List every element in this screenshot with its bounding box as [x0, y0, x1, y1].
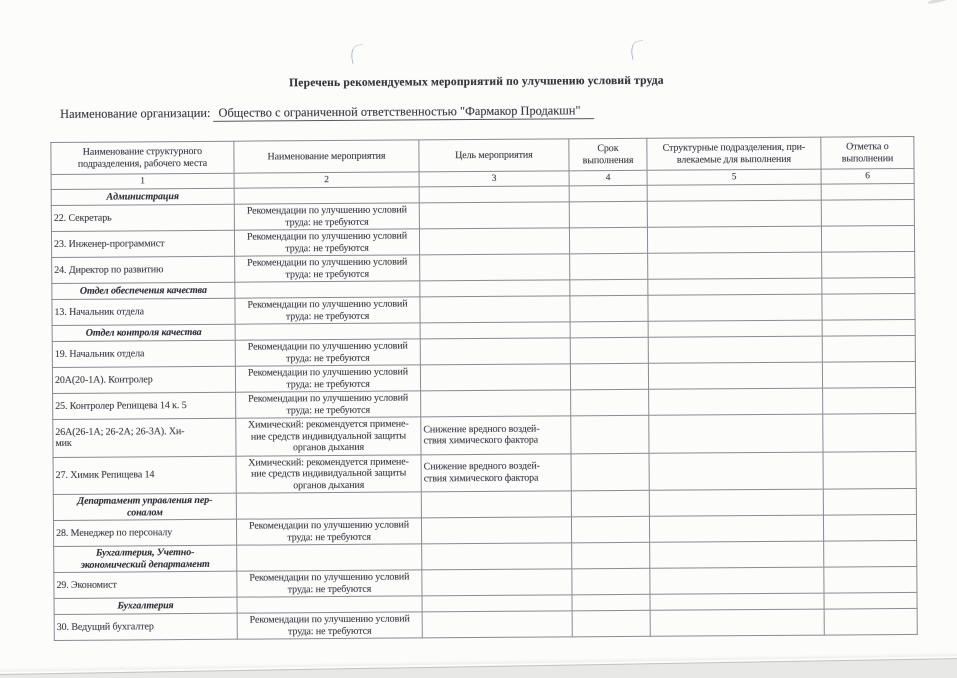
cell-involved	[647, 226, 821, 253]
column-header-goal: Цель мероприятия	[419, 139, 569, 172]
cell-department: 27. Химик Репищева 14	[53, 456, 236, 495]
cell-goal	[419, 202, 569, 229]
cell-measure: Рекомендации по улучшению условий труда: не требуются	[235, 339, 420, 366]
cell-department: 24. Директор по развитию	[52, 256, 235, 283]
cell-mark	[822, 277, 915, 294]
cell-term	[571, 415, 649, 453]
cell-term	[571, 389, 649, 416]
organization-label: Наименование организации:	[60, 105, 211, 121]
column-number-2: 2	[234, 172, 419, 188]
cell-involved	[650, 609, 824, 636]
cell-department: Бухгалтерия	[54, 597, 237, 614]
cell-goal: Снижение вредного воздей- ствия химического фактора	[421, 453, 571, 492]
cell-measure	[235, 323, 420, 340]
cell-goal	[419, 228, 569, 255]
cell-goal	[420, 280, 570, 297]
cell-goal	[420, 254, 570, 281]
document-title: Перечень рекомендуемых мероприятий по улучшению условий труда	[289, 73, 664, 90]
cell-goal	[421, 390, 571, 417]
cell-mark	[823, 488, 916, 515]
cell-mark	[823, 387, 916, 414]
column-header-involved: Структурные подразделения, при- влекаемые для выполнения	[647, 137, 821, 170]
cell-measure: Рекомендации по улучшению условий труда: не требуются	[234, 203, 419, 230]
cell-term	[569, 227, 647, 254]
cell-mark	[823, 514, 916, 541]
table-row	[53, 451, 916, 495]
organization-line	[60, 103, 594, 122]
cell-term	[572, 542, 650, 569]
cell-mark	[821, 183, 914, 200]
cell-involved	[647, 184, 821, 201]
table-row	[54, 608, 917, 640]
cell-term	[570, 253, 648, 280]
cell-department: 23. Инженер-программист	[51, 230, 234, 257]
cell-mark	[823, 413, 916, 451]
scan-smudge	[927, 0, 953, 5]
cell-term	[571, 516, 649, 543]
table-body	[51, 183, 917, 640]
column-header-department: Наименование структурного подразделения, рабочего места	[51, 141, 234, 174]
cell-department: 20А(20-1А). Контролер	[52, 366, 235, 393]
cell-mark	[822, 335, 915, 362]
cell-measure: Рекомендации по улучшению условий труда: не требуются	[235, 255, 420, 282]
cell-goal	[420, 338, 570, 365]
cell-department: 28. Менеджер по персоналу	[53, 519, 236, 546]
cell-measure: Рекомендации по улучшению условий труда: не требуются	[234, 229, 419, 256]
measures-table	[50, 136, 917, 641]
organization-name: Общество с ограниченной ответственностью "Фармакор Продакшн"	[213, 103, 594, 122]
cell-term	[572, 610, 650, 637]
cell-goal	[420, 364, 570, 391]
cell-department: Департамент управления пер- соналом	[53, 493, 236, 520]
cell-department: 30. Ведущий бухгалтер	[54, 613, 237, 640]
cell-measure: Химический: рекомендуется примене- ние средств индивидуальной защиты органов дыхания	[236, 454, 421, 493]
cell-measure	[236, 492, 421, 519]
pen-mark	[349, 44, 366, 64]
cell-measure: Рекомендации по улучшению условий труда: не требуются	[236, 518, 421, 545]
cell-measure: Рекомендации по улучшению условий труда: не требуются	[236, 391, 421, 418]
cell-measure: Химический: рекомендуется примене- ние средств индивидуальной защиты органов дыхания	[236, 417, 421, 456]
cell-measure	[237, 544, 422, 571]
column-number-1: 1	[51, 173, 234, 189]
cell-involved	[649, 414, 823, 453]
cell-measure: Рекомендации по улучшению условий труда: не требуются	[235, 365, 420, 392]
cell-mark	[822, 361, 915, 388]
cell-involved	[648, 320, 822, 337]
cell-mark	[824, 608, 917, 635]
column-number-5: 5	[647, 169, 821, 185]
cell-department: Администрация	[51, 188, 234, 205]
cell-department: Отдел обеспечения качества	[52, 282, 235, 299]
column-number-3: 3	[419, 171, 569, 187]
cell-department: 22. Секретарь	[51, 204, 234, 231]
cell-term	[571, 490, 649, 517]
cell-involved	[650, 567, 824, 594]
table-row	[53, 413, 916, 457]
cell-involved	[648, 252, 822, 279]
cell-mark	[824, 592, 917, 609]
cell-measure	[234, 187, 419, 204]
cell-department: 19. Начальник отдела	[52, 340, 235, 367]
cell-term	[572, 568, 650, 595]
cell-involved	[650, 593, 824, 610]
cell-goal	[421, 491, 571, 518]
column-number-4: 4	[569, 170, 647, 186]
cell-department: 29. Экономист	[54, 571, 237, 598]
cell-department: 26А(26-1А; 26-2А; 26-3А). Хи- мик	[53, 418, 236, 457]
cell-mark	[822, 319, 915, 336]
cell-term	[569, 201, 647, 228]
cell-involved	[648, 278, 822, 295]
cell-involved	[648, 362, 822, 389]
cell-measure: Рекомендации по улучшению условий труда: не требуются	[237, 612, 422, 639]
cell-department: Бухгалтерия, Учетно- экономический департамент	[54, 545, 237, 572]
column-number-6: 6	[821, 168, 914, 184]
column-header-mark: Отметка о выполнении	[821, 136, 914, 169]
cell-goal	[422, 611, 572, 638]
cell-measure	[235, 281, 420, 298]
cell-department: 13. Начальник отдела	[52, 298, 235, 325]
cell-mark	[823, 451, 916, 489]
cell-mark	[824, 566, 917, 593]
cell-involved	[647, 200, 821, 227]
table-header	[51, 136, 914, 189]
cell-involved	[649, 489, 823, 516]
cell-mark	[822, 251, 915, 278]
cell-mark	[821, 199, 914, 226]
cell-involved	[649, 388, 823, 415]
cell-involved	[648, 336, 822, 363]
cell-term	[570, 337, 648, 364]
cell-term	[572, 594, 650, 611]
cell-involved	[648, 294, 822, 321]
cell-term	[569, 185, 647, 202]
cell-measure: Рекомендации по улучшению условий труда: не требуются	[237, 570, 422, 597]
cell-department: 25. Контролер Репищева 14 к. 5	[53, 392, 236, 419]
cell-term	[570, 321, 648, 338]
cell-mark	[821, 225, 914, 252]
pen-mark	[629, 40, 646, 60]
cell-mark	[822, 293, 915, 320]
column-header-measure: Наименование мероприятия	[234, 140, 419, 173]
cell-term	[570, 279, 648, 296]
cell-term	[571, 453, 649, 491]
cell-mark	[824, 540, 917, 567]
cell-involved	[649, 452, 823, 491]
cell-term	[570, 295, 648, 322]
cell-goal: Снижение вредного воздей- ствия химического фактора	[421, 416, 571, 455]
cell-goal	[420, 322, 570, 339]
cell-goal	[422, 543, 572, 570]
cell-goal	[422, 569, 572, 596]
column-header-term: Срок выполнения	[569, 138, 647, 171]
cell-measure: Рекомендации по улучшению условий труда: не требуются	[235, 297, 420, 324]
cell-involved	[649, 515, 823, 542]
cell-measure	[237, 596, 422, 613]
cell-goal	[419, 186, 569, 203]
cell-department: Отдел контроля качества	[52, 324, 235, 341]
cell-goal	[422, 595, 572, 612]
cell-goal	[420, 296, 570, 323]
cell-goal	[421, 517, 571, 544]
cell-involved	[650, 541, 824, 568]
cell-term	[570, 363, 648, 390]
